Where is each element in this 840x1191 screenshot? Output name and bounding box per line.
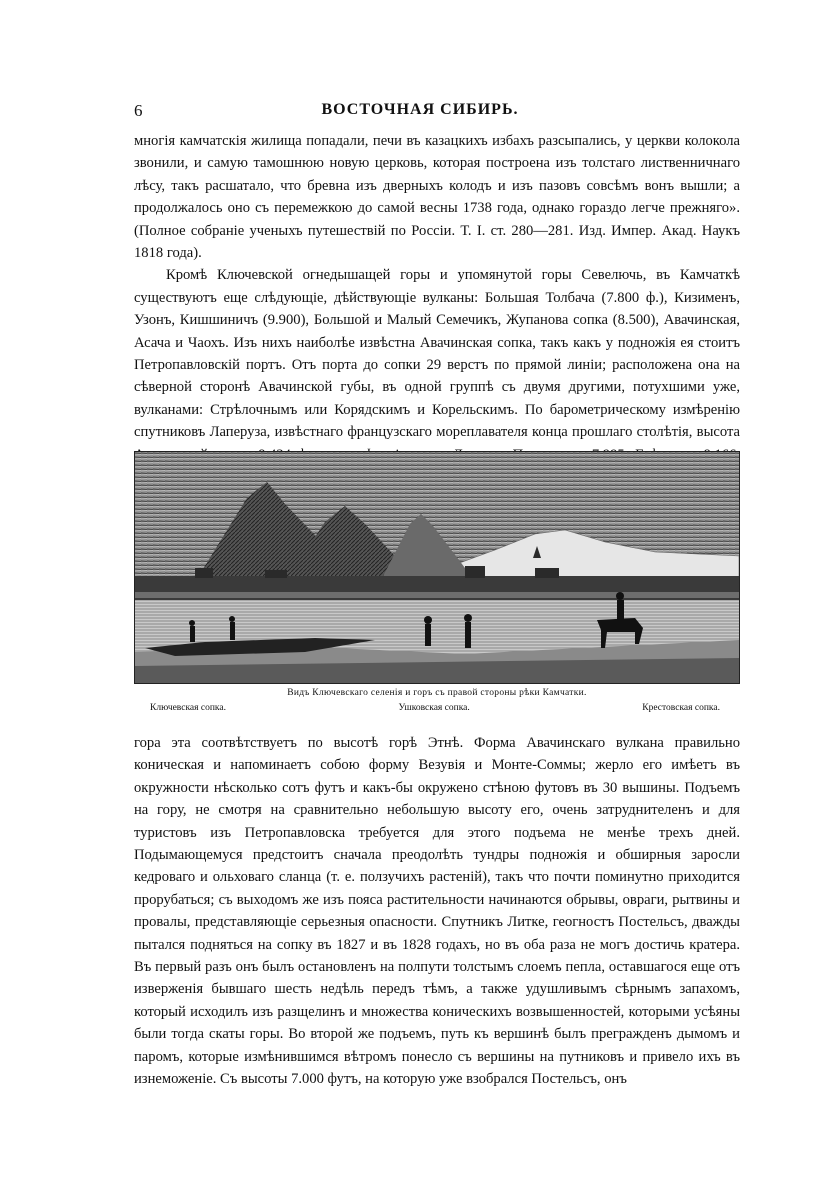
text-block-top: [134, 130, 740, 489]
figure-label: Ключевская сопка.: [150, 703, 226, 713]
figure-caption: Видъ Ключевскаго селенія и горъ съ правой стороны рѣки Камчатки.: [287, 688, 587, 698]
figure-label: Крестовская сопка.: [642, 703, 720, 713]
paragraph: Кромѣ Ключевской огнедышащей горы и упомянутой горы Севелючь, въ Камчаткѣ существуютъ еще слѣдующіе, дѣйствующіе вулканы: Большая Толбача (7.800 ф.), Кизименъ, Узонъ, Кишшиничъ (9.900), Большой и Малый Семечикъ, Жупанова сопка (8.500), Авачинская, Асача и Чаохъ. Изъ нихъ наиболѣе извѣстна Авачинская сопка, такъ какъ у подножія ея стоитъ Петропавловскій портъ. Отъ порта до сопки 29 верстъ по прямой линіи; расположена она на сѣверной сторонѣ Авачинской губы, въ одной группѣ съ двумя другими, потухшими уже, вулканами: Стрѣлочнымъ или Корядскимъ и Корельскимъ. По барометрическому измѣренію спутниковъ Лаперуза, извѣстнаго французскаго мореплавателя конца прошлаго столѣтія, высота: [134, 267, 740, 441]
text-block-bottom: [134, 732, 740, 1091]
figure-label: Ушковская сопка.: [398, 703, 470, 713]
engraving-illustration: [134, 451, 740, 684]
paragraph: многія камчатскія жилища попадали, печи въ казацкихъ избахъ разсыпались, у церкви колокола звонили, и самую тамошнюю новую церковь, которая построена изъ толстаго лиственничнаго лѣсу, такъ расшатало, что бревна изъ дверныхъ колодъ и изъ пазовъ совсѣмъ вонъ вышли; а продолжалось оно съ перемежкою до самой весны 1738 года, однако гораздо легче прежняго». (Полное собраніе ученыхъ путешествій по Россіи. Т. I. ст. 280—281. Изд. Импер. Акад. Наукъ 1818 года).: [134, 133, 740, 262]
page-number: 6: [134, 101, 143, 120]
figure-labels: [150, 703, 720, 713]
running-title: ВОСТОЧНАЯ СИБИРЬ.: [321, 101, 519, 118]
paragraph: гора эта соотвѣтствуетъ по высотѣ горѣ Этнѣ. Форма Авачинскаго вулкана правильно коническая и напоминаетъ собою форму Везувія и Монте-Соммы; жерло его имѣетъ въ окружности нѣсколько сотъ футъ и какъ-бы окружено стѣною футовъ въ 30 вышины. Подъемъ на гору, не смотря на сравнительно небольшую высоту его, очень затруднителенъ и для туристовъ изъ Петропавловска требуется для этого подъема не менѣе трехъ дней. Подымающемуся предстоитъ сначала преодолѣть тундры подножія и обширныя заросли кедроваго и ольховаго сланца (т. е. ползучихъ растеній), такъ что почти поминутно приходится прорубаться; съ выходомъ же изъ пояса растительности начинаются обрывы, овраги, рытвины и провалы, представляющіе серьезныя опасности. Спутникъ Литке, геогностъ Постельсъ, дважды пытался подняться на сопку въ 1827 и въ 1828 годахъ, но въ оба раза не могъ достичь кратера. Въ первый разъ онъ былъ остановленъ на полпути толстымъ слоемъ пепла, оставшагося еще отъ изверженія бывшаго шесть недѣль передъ тѣмъ, а также удушливымъ сѣрнымъ запахомъ, который исходилъ изъ разщелинъ и множества коническихъ возвышенностей, которыми усѣяны были тогда скаты горы. Во второй же подъемъ, путь къ вершинѣ былъ прегражденъ дымомъ и паромъ, которые измѣнившимся вѣтромъ понесло съ вершины на путниковъ и привело ихъ въ изнеможеніе. Съ высоты 7.000 футъ, на которую уже взобрался Постельсъ, онъ: [134, 735, 740, 1088]
